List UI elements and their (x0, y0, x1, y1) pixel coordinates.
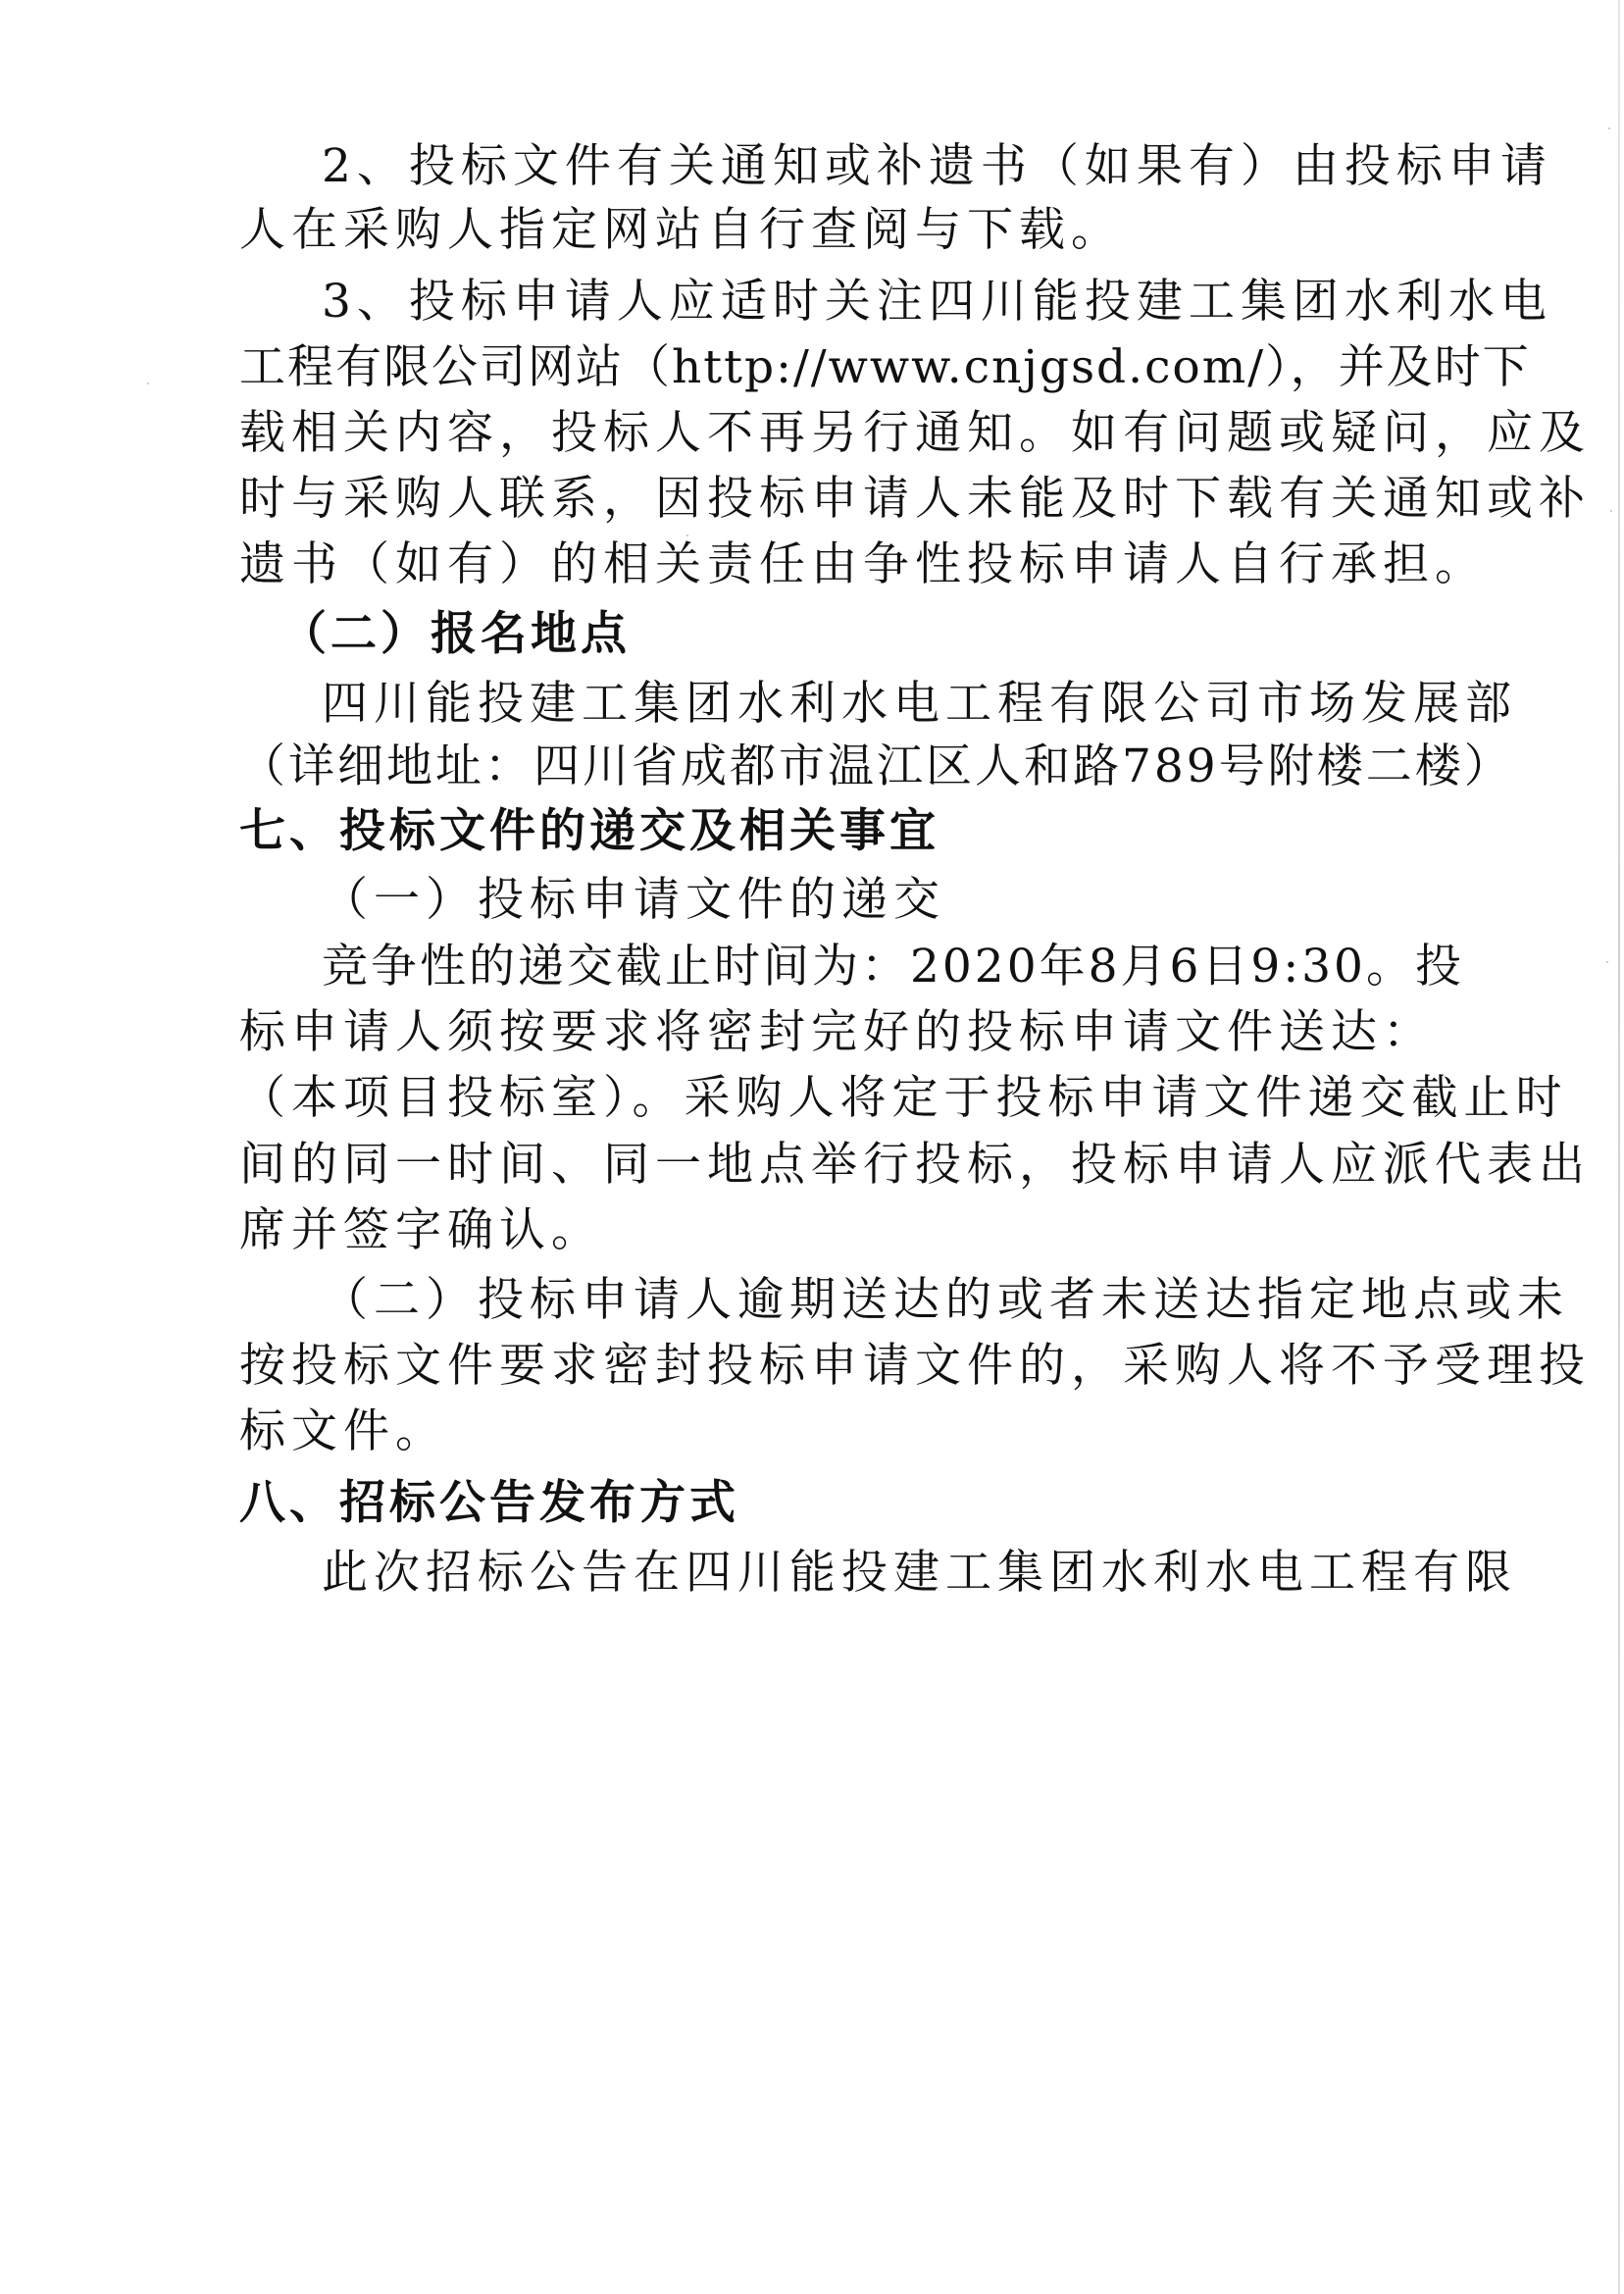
item3-line-5: 遗书（如有）的相关责任由争性投标申请人自行承担。 (239, 537, 1487, 591)
scan-edge-shadow (1618, 0, 1620, 2294)
item2-line-1: 2、投标文件有关通知或补遗书（如果有）由投标申请 (322, 139, 1552, 193)
registration-location-address: （详细地址：四川省成都市温江区人和路789号附楼二楼） (239, 739, 1513, 793)
scan-speck (147, 382, 149, 384)
scan-speck (1608, 127, 1610, 129)
scan-speck (1610, 510, 1612, 512)
item3-line-2: 工程有限公司网站（http://www.cnjgsd.com/），并及时下 (239, 340, 1531, 394)
registration-location-heading: （二）报名地点 (280, 607, 631, 661)
section-7-para-1-line-3: （本项目投标室）。采购人将定于投标申请文件递交截止时 (239, 1071, 1568, 1125)
item3-line-1: 3、投标申请人应适时关注四川能投建工集团水利水电 (322, 275, 1552, 329)
section-7-sub-2-line-3: 标文件。 (239, 1404, 447, 1458)
item3-line-4: 时与采购人联系，因投标申请人未能及时下载有关通知或补 (239, 472, 1591, 526)
scan-speck (1606, 961, 1608, 963)
section-8-heading: 八、招标公告发布方式 (239, 1476, 739, 1530)
item3-line-3: 载相关内容，投标人不再另行通知。如有问题或疑问，应及 (239, 406, 1591, 460)
section-8-line-1: 此次招标公告在四川能投建工集团水利水电工程有限 (322, 1546, 1517, 1600)
section-7-heading: 七、投标文件的递交及相关事宜 (239, 804, 939, 858)
section-7-para-1-line-2: 标申请人须按要求将密封完好的投标申请文件送达： (239, 1005, 1435, 1059)
section-7-para-1-line-4: 间的同一时间、同一地点举行投标，投标申请人应派代表出 (239, 1138, 1591, 1192)
section-7-sub-2-line-1: （二）投标申请人逾期送达的或者未送达指定地点或未 (322, 1273, 1569, 1327)
section-7-subheading-1: （一）投标申请文件的递交 (322, 873, 945, 927)
item2-line-2: 人在采购人指定网站自行查阅与下载。 (239, 203, 1123, 257)
scan-speck (686, 535, 688, 536)
section-7-sub-2-line-2: 按投标文件要求密封投标申请文件的，采购人将不予受理投 (239, 1339, 1591, 1393)
registration-location-line-1: 四川能投建工集团水利水电工程有限公司市场发展部 (322, 677, 1517, 731)
section-7-para-1-line-5: 席并签字确认。 (239, 1203, 603, 1257)
section-7-para-1-line-1: 竞争性的递交截止时间为：2020年8月6日9:30。投 (322, 940, 1464, 994)
